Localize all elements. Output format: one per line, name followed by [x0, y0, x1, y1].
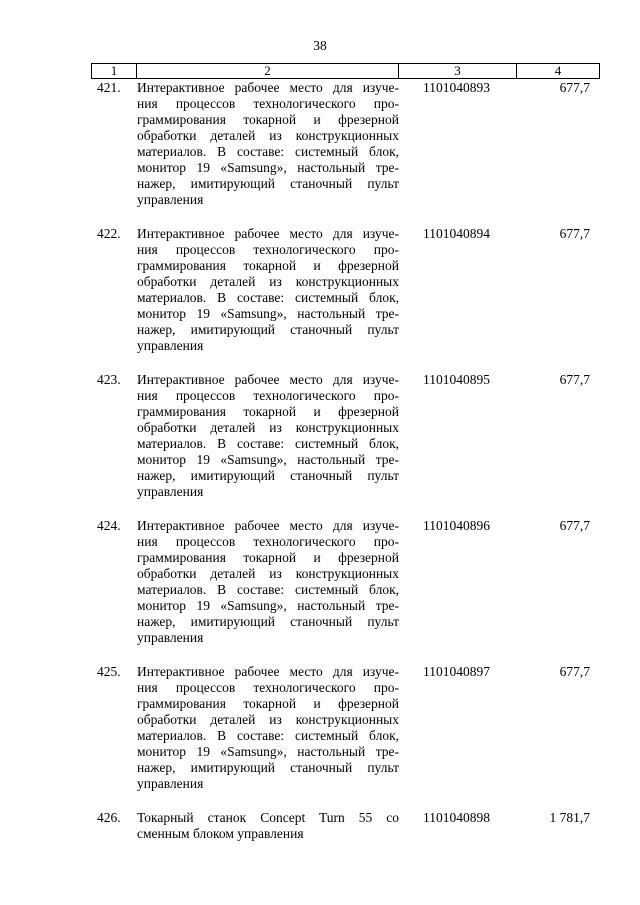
- description-line: монитор 19 «Samsung», настольный тре-: [137, 160, 399, 175]
- description-line: Интерактивное рабочее место для изуче-: [137, 518, 399, 533]
- row-number: 422.: [97, 226, 121, 241]
- table-row: [91, 664, 600, 792]
- item-description: [137, 810, 399, 842]
- description-line: нажер, имитирующий станочный пульт: [137, 614, 399, 629]
- table-header: [91, 63, 600, 79]
- table-row: [91, 518, 600, 646]
- description-line: нажер, имитирующий станочный пульт: [137, 468, 399, 483]
- description-line: материалов. В составе: системный блок,: [137, 290, 399, 305]
- inventory-number: 1101040895: [423, 372, 490, 387]
- header-col-1: 1: [91, 64, 137, 78]
- row-number: 423.: [97, 372, 121, 387]
- description-line: Токарный станок Concept Turn 55 со: [137, 810, 399, 825]
- description-line: материалов. В составе: системный блок,: [137, 144, 399, 159]
- description-line: ния процессов технологического про-: [137, 680, 399, 695]
- cost-value: 677,7: [559, 518, 590, 533]
- description-line: материалов. В составе: системный блок,: [137, 728, 399, 743]
- description-line: ния процессов технологического про-: [137, 388, 399, 403]
- description-line: Интерактивное рабочее место для изуче-: [137, 664, 399, 679]
- description-line: граммирования токарной и фрезерной: [137, 404, 399, 419]
- description-line: сменным блоком управления: [137, 826, 304, 841]
- row-number: 424.: [97, 518, 121, 533]
- description-line: материалов. В составе: системный блок,: [137, 582, 399, 597]
- cost-value: 1 781,7: [549, 810, 590, 825]
- inventory-number: 1101040898: [423, 810, 490, 825]
- description-line: Интерактивное рабочее место для изуче-: [137, 226, 399, 241]
- description-line: обработки деталей из конструкционных: [137, 128, 399, 143]
- item-description: [137, 518, 399, 646]
- description-line: монитор 19 «Samsung», настольный тре-: [137, 598, 399, 613]
- cost-value: 677,7: [559, 664, 590, 679]
- table-body: [91, 80, 600, 860]
- header-col-4: 4: [517, 64, 600, 78]
- description-line: обработки деталей из конструкционных: [137, 712, 399, 727]
- description-line: управления: [137, 192, 204, 207]
- cost-value: 677,7: [559, 372, 590, 387]
- row-number: 421.: [97, 80, 121, 95]
- row-number: 426.: [97, 810, 121, 825]
- description-line: нажер, имитирующий станочный пульт: [137, 760, 399, 775]
- description-line: Интерактивное рабочее место для изуче-: [137, 80, 399, 95]
- table-row: [91, 372, 600, 500]
- header-col-3: 3: [399, 64, 517, 78]
- description-line: ния процессов технологического про-: [137, 242, 399, 257]
- description-line: нажер, имитирующий станочный пульт: [137, 176, 399, 191]
- description-line: монитор 19 «Samsung», настольный тре-: [137, 306, 399, 321]
- inventory-number: 1101040894: [423, 226, 490, 241]
- description-line: граммирования токарной и фрезерной: [137, 696, 399, 711]
- cost-value: 677,7: [559, 80, 590, 95]
- description-line: материалов. В составе: системный блок,: [137, 436, 399, 451]
- item-description: [137, 372, 399, 500]
- description-line: ния процессов технологического про-: [137, 534, 399, 549]
- item-description: [137, 80, 399, 208]
- cost-value: 677,7: [559, 226, 590, 241]
- description-line: монитор 19 «Samsung», настольный тре-: [137, 744, 399, 759]
- description-line: обработки деталей из конструкционных: [137, 420, 399, 435]
- inventory-number: 1101040896: [423, 518, 490, 533]
- page-number: 38: [313, 38, 327, 53]
- description-line: управления: [137, 338, 204, 353]
- description-line: граммирования токарной и фрезерной: [137, 550, 399, 565]
- description-line: ния процессов технологического про-: [137, 96, 399, 111]
- description-line: управления: [137, 484, 204, 499]
- row-number: 425.: [97, 664, 121, 679]
- inventory-number: 1101040893: [423, 80, 490, 95]
- table-row: [91, 810, 600, 842]
- description-line: управления: [137, 776, 204, 791]
- table-row: [91, 226, 600, 354]
- description-line: Интерактивное рабочее место для изуче-: [137, 372, 399, 387]
- description-line: граммирования токарной и фрезерной: [137, 258, 399, 273]
- description-line: обработки деталей из конструкционных: [137, 566, 399, 581]
- description-line: нажер, имитирующий станочный пульт: [137, 322, 399, 337]
- item-description: [137, 226, 399, 354]
- description-line: обработки деталей из конструкционных: [137, 274, 399, 289]
- header-col-2: 2: [137, 64, 399, 78]
- description-line: монитор 19 «Samsung», настольный тре-: [137, 452, 399, 467]
- inventory-number: 1101040897: [423, 664, 490, 679]
- item-description: [137, 664, 399, 792]
- description-line: граммирования токарной и фрезерной: [137, 112, 399, 127]
- table-row: [91, 80, 600, 208]
- description-line: управления: [137, 630, 204, 645]
